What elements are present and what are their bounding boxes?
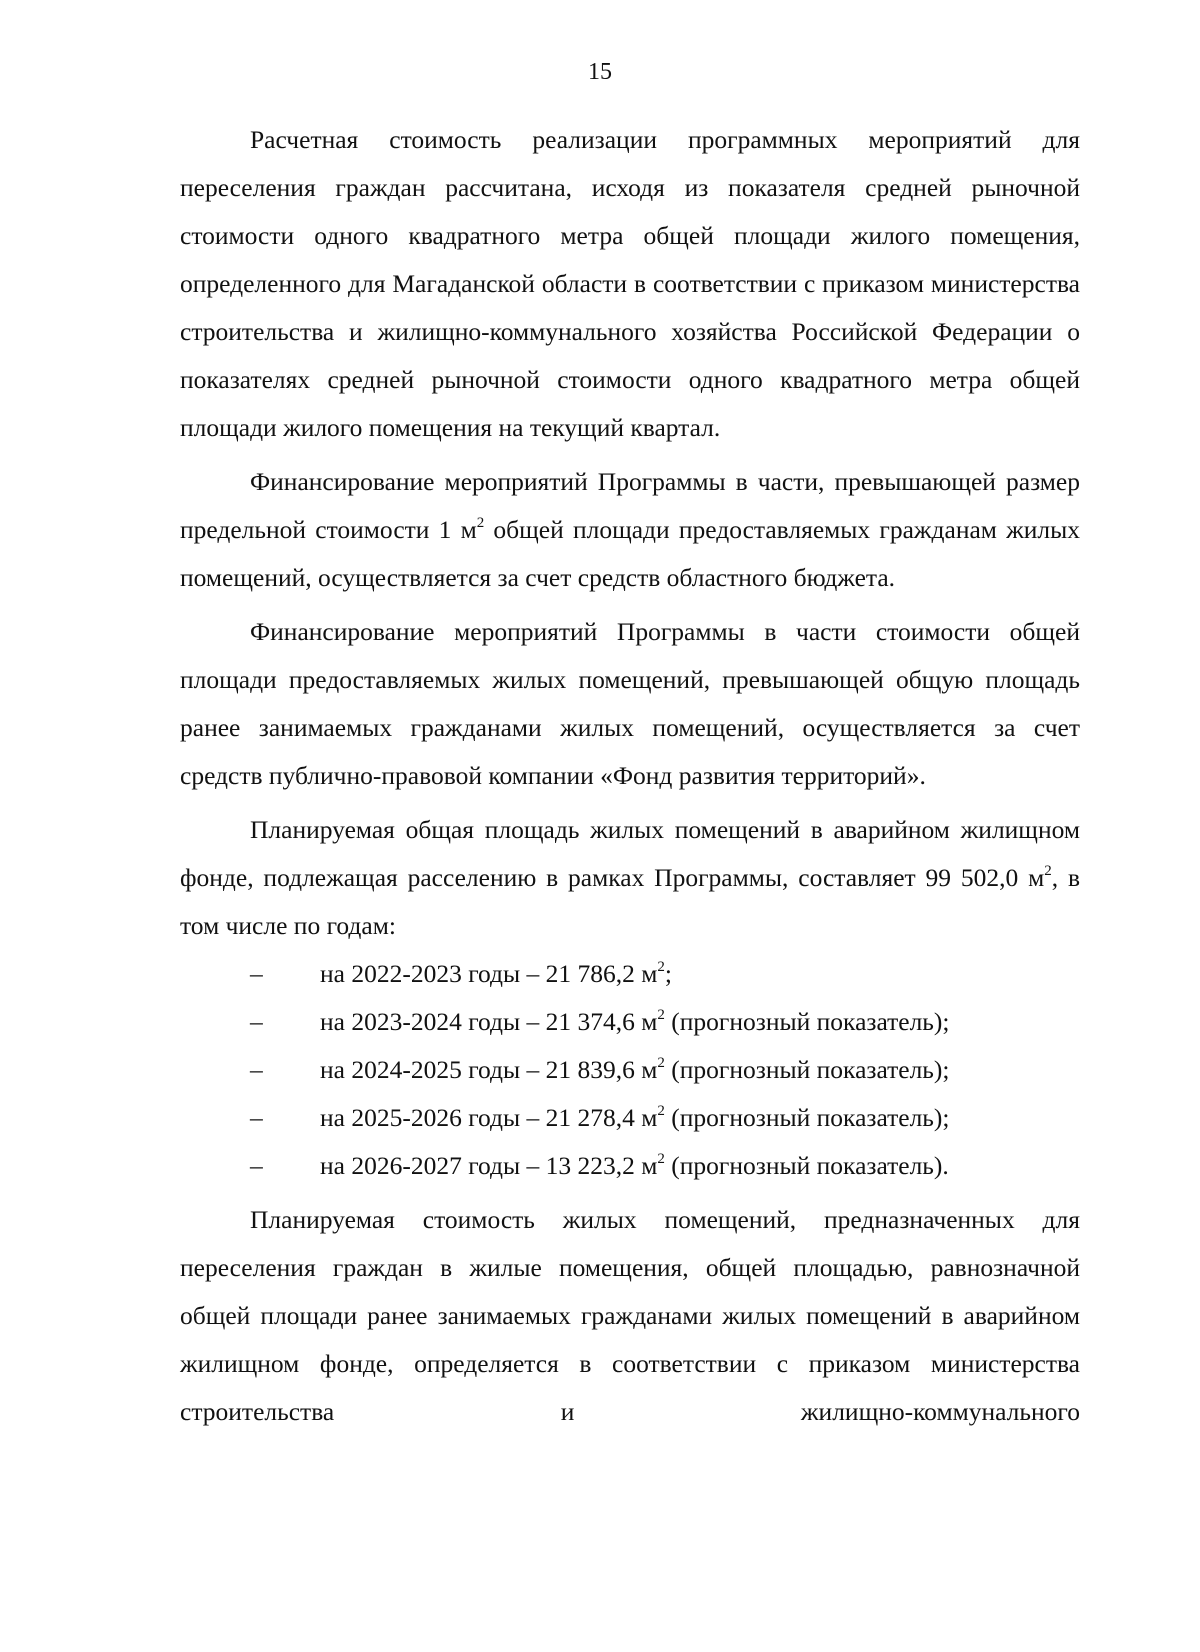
list-item-text: на 2025-2026 годы – 21 278,4 м [320, 1103, 658, 1132]
list-item-suffix: (прогнозный показатель); [664, 1103, 950, 1132]
superscript: 2 [657, 1054, 665, 1071]
list-item-suffix: (прогнозный показатель); [664, 1007, 950, 1036]
dash-bullet: – [250, 1151, 263, 1180]
dash-bullet: – [250, 1055, 263, 1084]
paragraph-cost-calculation: Расчетная стоимость реализации программных мероприятий для переселения граждан рассчитана, исходя из показателя средней рыночной стоимости одного квадратного метра общей площади жилого помещения, определенного для Магаданской области в соответствии с приказом министерства строительства и жилищно-коммунального хозяйства Российской Федерации о показателях средней рыночной стоимости одного квадратного метра общей площади жилого помещения на текущий квартал. [180, 125, 1080, 442]
list-item-suffix: (прогнозный показатель); [664, 1055, 950, 1084]
paragraph-text-after: общей площади предоставляемых гражданам жилых помещений, осуществляется за счет средств областного бюджета. [180, 515, 1080, 592]
list-item-text: на 2024-2025 годы – 21 839,6 м [320, 1055, 658, 1084]
list-item-text: на 2023-2024 годы – 21 374,6 м [320, 1007, 658, 1036]
superscript: 2 [657, 1102, 665, 1119]
list-item [180, 1046, 1080, 1094]
list-item [180, 1142, 1080, 1190]
paragraph-planned-cost: Планируемая стоимость жилых помещений, предназначенных для переселения граждан в жилые помещения, общей площадью, равнозначной общей площади ранее занимаемых гражданами жилых помещений в аварийном жилищном фонде, определяется в соответствии с приказом министерства строительства и жилищно-коммунального [180, 1205, 1080, 1426]
list-item [180, 1094, 1080, 1142]
paragraph-text-before: Финансирование мероприятий Программы в части, превышающей размер предельной стоимости 1 м [180, 467, 1080, 544]
list-item-suffix: (прогнозный показатель). [664, 1151, 949, 1180]
superscript: 2 [1044, 862, 1052, 879]
list-item [180, 998, 1080, 1046]
list-item [180, 950, 1080, 998]
superscript: 2 [657, 958, 665, 975]
list-item-text: на 2022-2023 годы – 21 786,2 м [320, 959, 658, 988]
superscript: 2 [657, 1150, 665, 1167]
paragraph-planned-area [180, 806, 1080, 950]
paragraph-text-after: , в том числе по годам: [180, 863, 1080, 940]
paragraph-text-before: Планируемая общая площадь жилых помещений в аварийном жилищном фонде, подлежащая расселению в рамках Программы, составляет 99 502,0 м [180, 815, 1080, 892]
dash-bullet: – [250, 1103, 263, 1132]
page-number: 15 [588, 59, 612, 85]
superscript: 2 [657, 1006, 665, 1023]
superscript: 2 [476, 514, 485, 531]
paragraph-regional-budget-financing [180, 458, 1080, 602]
dash-bullet: – [250, 1007, 263, 1036]
list-item-text: на 2026-2027 годы – 13 223,2 м [320, 1151, 658, 1180]
list-item-suffix: ; [664, 959, 673, 988]
dash-bullet: – [250, 959, 263, 988]
yearly-area-list [180, 950, 1080, 1190]
paragraph-fund-financing: Финансирование мероприятий Программы в части стоимости общей площади предоставляемых жилых помещений, превышающей общую площадь ранее занимаемых гражданами жилых помещений, осуществляется за счет средств публично-правовой компании «Фонд развития территорий». [180, 617, 1080, 790]
document-body [180, 116, 1080, 1436]
